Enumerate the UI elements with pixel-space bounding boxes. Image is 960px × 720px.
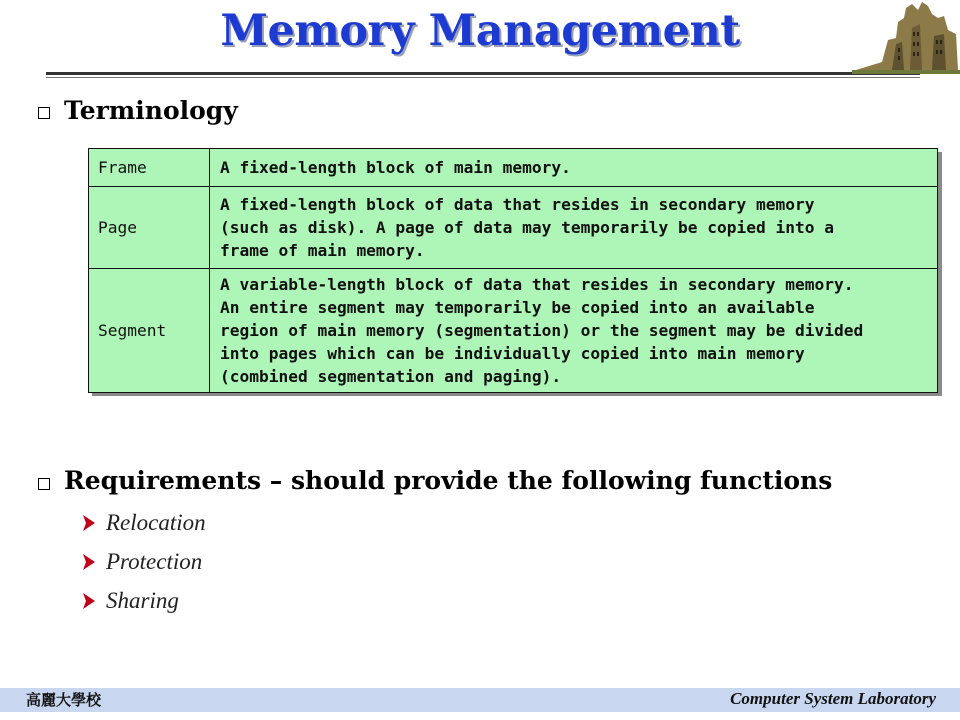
- university-name: 高麗大學校: [26, 691, 102, 709]
- square-bullet-icon: [38, 478, 50, 490]
- term-cell: Page: [89, 187, 210, 269]
- definition-cell: A fixed-length block of main memory.: [210, 149, 938, 187]
- requirement-label: Protection: [106, 549, 203, 574]
- definition-cell: A fixed-length block of data that resides in secondary memory (such as disk). A page of data may temporarily be copied into a frame of main memory.: [210, 187, 938, 269]
- chevron-right-icon: [80, 552, 98, 572]
- chevron-right-icon: [80, 591, 98, 611]
- chevron-right-icon: [80, 513, 98, 533]
- title-divider: [46, 72, 920, 75]
- square-bullet-icon: [38, 107, 50, 119]
- requirement-label: Sharing: [106, 588, 179, 613]
- list-item: [80, 586, 179, 616]
- footer-bar: [0, 688, 960, 712]
- terminology-table: [88, 148, 938, 393]
- title-divider-thin: [46, 77, 920, 78]
- slide-title: Memory Management: [220, 6, 740, 56]
- lab-name: Computer System Laboratory: [730, 689, 936, 708]
- list-item: [80, 508, 206, 538]
- terminology-heading: Terminology: [64, 96, 238, 125]
- table-row: [89, 187, 938, 269]
- table-row: [89, 149, 938, 187]
- term-cell: Segment: [89, 269, 210, 393]
- table-row: [89, 269, 938, 393]
- term-cell: Frame: [89, 149, 210, 187]
- list-item: [80, 547, 202, 577]
- definition-cell: A variable-length block of data that resides in secondary memory. An entire segment may temporarily be copied into an available region of main memory (segmentation) or the segment may be divided into pages which can be individually copied into main memory (combined segmentation and paging).: [210, 269, 938, 393]
- university-building-logo: [852, 0, 960, 74]
- requirements-heading: Requirements – should provide the following functions: [64, 466, 833, 495]
- requirement-label: Relocation: [106, 510, 206, 535]
